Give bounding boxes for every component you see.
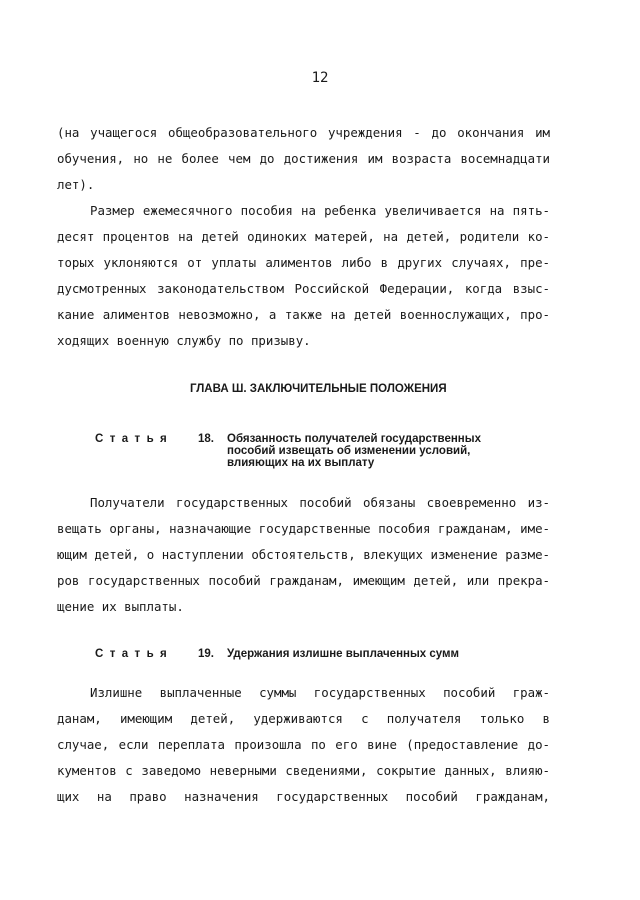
body-line: торых уклоняются от уплаты алиментов либо в других случаях, пре- [57,255,550,270]
body-line: вещать органы, назначающие государственные пособия гражданам, име- [57,521,550,536]
body-line: щих на право назначения государственных пособий гражданам, [57,789,550,804]
body-line: ющим детей, о наступлении обстоятельств, влекущих изменение разме- [57,547,550,562]
chapter-heading: ГЛАВА Ш. ЗАКЛЮЧИТЕЛЬНЫЕ ПОЛОЖЕНИЯ [190,383,447,395]
body-line: данам, имеющим детей, удерживаются с получателя только в [57,711,550,726]
page-number: 12 [311,70,329,86]
body-line: кументов с заведомо неверными сведениями, сокрытие данных, влияю- [57,763,550,778]
article-19-title: Удержания излишне выплаченных сумм [227,648,460,660]
body-line: лет). [57,177,95,192]
article-18-title-line: Обязанность получателей государственных [227,433,481,445]
body-line: обучения, но не более чем до достижения им возраста восемнадцати [57,151,550,166]
body-line: Размер ежемесячного пособия на ребенка увеличивается на пять- [90,203,550,218]
article-19-word: Статья [95,648,174,660]
body-line: случае, если переплата произошла по его вине (предоставление до- [57,737,550,752]
body-line: Излишне выплаченные суммы государственных пособий граж- [90,685,550,700]
body-line: (на учащегося общеобразовательного учреждения - до окончания им [57,125,550,140]
body-line: Получатели государственных пособий обязаны своевременно из- [90,495,550,510]
body-line: щение их выплаты. [57,599,184,614]
article-18-word: Статья [95,433,174,445]
article-18-number: 18. [198,433,214,445]
body-line: десят процентов на детей одиноких матерей, на детей, родители ко- [57,229,550,244]
article-18-title-line: пособий извещать об изменении условий, [227,445,471,457]
article-19-number: 19. [198,648,214,660]
body-line: ходящих военную службу по призыву. [57,333,311,348]
article-18-title-line: влияющих на их выплату [227,457,375,469]
body-line: ров государственных пособий гражданам, имеющим детей, или прекра- [57,573,550,588]
body-line: дусмотренных законодательством Российской Федерации, когда взыс- [57,281,550,296]
body-line: кание алиментов невозможно, а также на детей военнослужащих, про- [57,307,550,322]
